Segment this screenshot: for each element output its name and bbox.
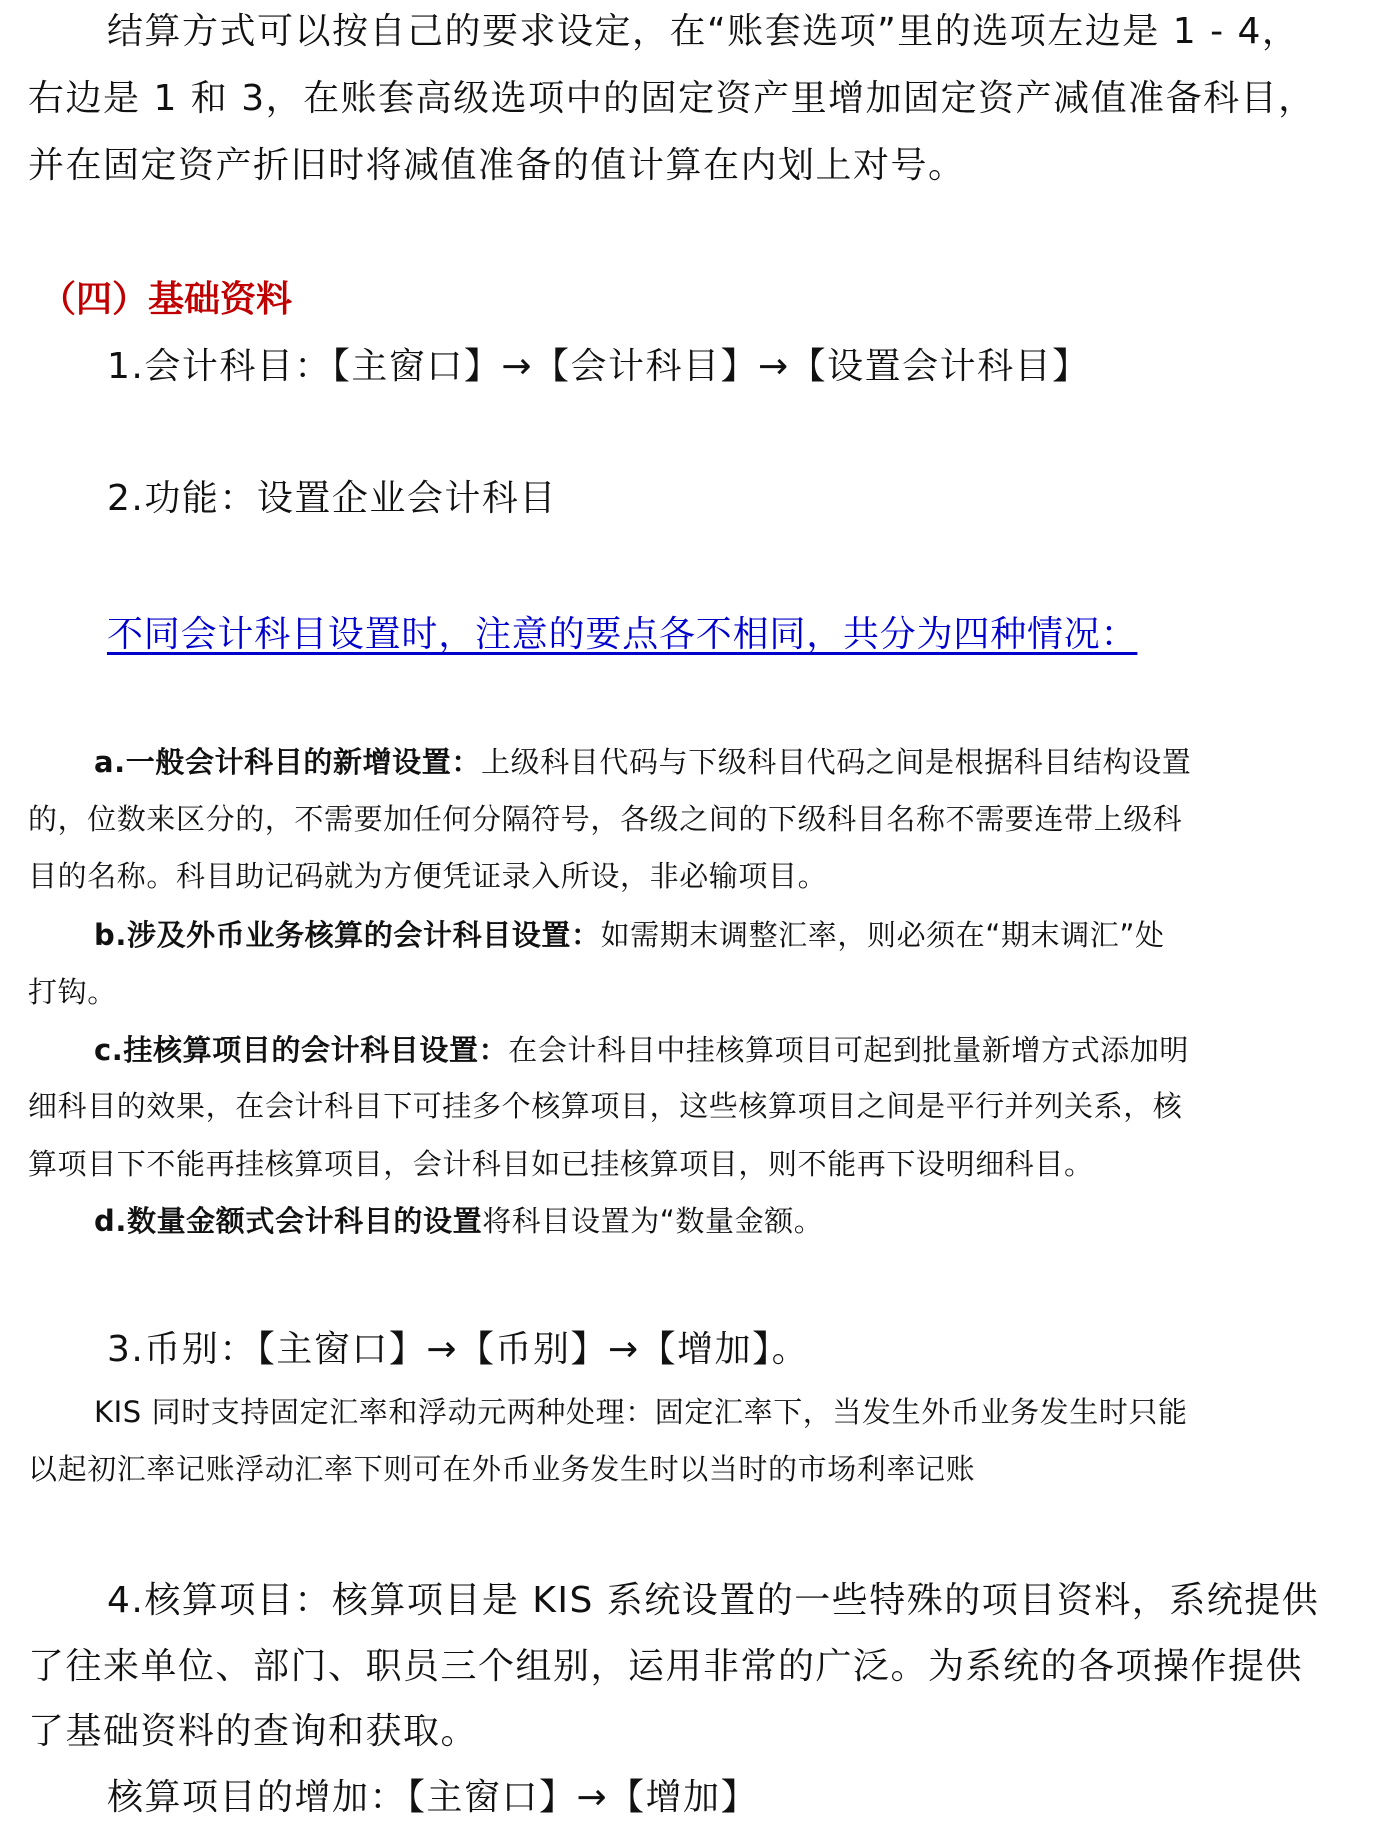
case-a-line-3: 目的名称。科目助记码就为方便凭证录入所设，非必输项目。: [28, 859, 828, 893]
case-c-label: c.挂核算项目的会计科目设置：: [94, 1033, 509, 1067]
case-b-label: b.涉及外币业务核算的会计科目设置：: [94, 918, 601, 952]
case-d-text: 将科目设置为“数量金额。: [482, 1204, 824, 1238]
intro-line-1: 结算方式可以按自己的要求设定，在“账套选项”里的选项左边是 1 - 4，: [107, 11, 1300, 52]
case-c-line-2: 细科目的效果，在会计科目下可挂多个核算项目，这些核算项目之间是平行并列关系，核: [28, 1089, 1183, 1123]
case-c-text: 在会计科目中挂核算项目可起到批量新增方式添加明: [508, 1033, 1190, 1067]
accounting-items-line-2: 了往来单位、部门、职员三个组别，运用非常的广泛。为系统的各项操作提供: [28, 1646, 1304, 1687]
currency-line-2: 以起初汇率记账浮动汇率下则可在外币业务发生时以当时的市场利率记账: [28, 1452, 976, 1486]
case-d-label: d.数量金额式会计科目的设置: [94, 1204, 483, 1238]
case-a-label: a.一般会计科目的新增设置：: [94, 745, 481, 779]
case-d-line-1: [94, 1204, 824, 1238]
item-function: 2.功能：设置企业会计科目: [107, 478, 557, 519]
case-a-text: 上级科目代码与下级科目代码之间是根据科目结构设置: [481, 745, 1192, 779]
accounting-items-line-3: 了基础资料的查询和获取。: [28, 1711, 479, 1752]
case-c-line-1: [94, 1033, 1190, 1067]
currency-title: 3.币别：【主窗口】→【币别】→【增加】。: [107, 1329, 810, 1370]
item-accounting-subjects: 1.会计科目：【主窗口】→【会计科目】→【设置会计科目】: [107, 346, 1090, 387]
intro-line-3: 并在固定资产折旧时将减值准备的值计算在内划上对号。: [28, 145, 966, 186]
case-b-text: 如需期末调整汇率，则必须在“期末调汇”处: [600, 918, 1165, 952]
case-a-line-1: [94, 745, 1192, 779]
accounting-items-add-path: 核算项目的增加：【主窗口】→【增加】: [107, 1777, 759, 1818]
case-b-line-2: 打钩。: [28, 975, 117, 1009]
accounting-items-line-1: 4.核算项目：核算项目是 KIS 系统设置的一些特殊的项目资料，系统提供: [107, 1580, 1320, 1621]
section-heading: （四）基础资料: [40, 279, 293, 320]
four-cases-link[interactable]: 不同会计科目设置时，注意的要点各不相同，共分为四种情况：: [107, 614, 1138, 655]
currency-line-1: KIS 同时支持固定汇率和浮动元两种处理：固定汇率下，当发生外币业务发生时只能: [94, 1395, 1188, 1429]
case-b-line-1: [94, 918, 1165, 952]
intro-line-2: 右边是 1 和 3，在账套高级选项中的固定资产里增加固定资产减值准备科目，: [28, 78, 1316, 119]
case-a-line-2: 的，位数来区分的，不需要加任何分隔符号，各级之间的下级科目名称不需要连带上级科: [28, 802, 1183, 836]
case-c-line-3: 算项目下不能再挂核算项目，会计科目如已挂核算项目，则不能再下设明细科目。: [28, 1147, 1094, 1181]
